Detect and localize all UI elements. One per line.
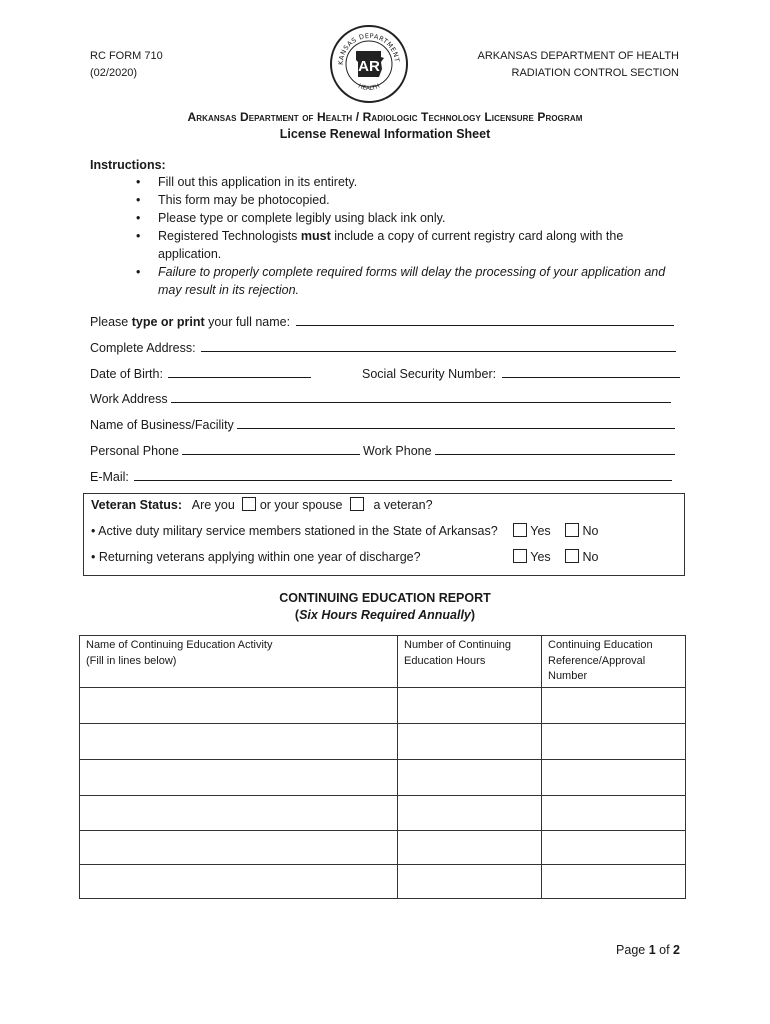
ce-activity-cell[interactable] <box>80 830 398 864</box>
personal-phone-field[interactable] <box>182 441 360 455</box>
ce-col-reference: Continuing Education Reference/Approval Number <box>542 636 686 688</box>
program-title <box>0 110 770 124</box>
ce-reference-cell[interactable] <box>542 830 686 864</box>
section-name: RADIATION CONTROL SECTION <box>511 67 679 79</box>
email-row: E-Mail: <box>90 467 672 486</box>
ce-hours-cell[interactable] <box>398 759 542 795</box>
personal-phone-row: Personal Phone <box>90 441 360 460</box>
page-number: Page 1 of 2 <box>616 943 680 957</box>
address-row: Complete Address: <box>90 338 676 357</box>
ce-reference-cell[interactable] <box>542 687 686 723</box>
active-duty-yes-checkbox[interactable] <box>513 523 527 537</box>
ce-table-row <box>80 759 686 795</box>
ce-table-row <box>80 723 686 759</box>
work-address-field[interactable] <box>171 389 671 403</box>
active-duty-no: No <box>565 522 598 540</box>
ce-report-subtitle: (Six Hours Required Annually) <box>294 608 476 622</box>
ce-reference-cell[interactable] <box>542 723 686 759</box>
ce-activity-cell[interactable] <box>80 723 398 759</box>
ce-activity-cell[interactable] <box>80 759 398 795</box>
svg-text:HEALTH <box>357 83 381 93</box>
instruction-item: • Please type or complete legibly using black ink only. <box>136 209 681 227</box>
instruction-item: • Failure to properly complete required forms will delay the processing of your application and may result in its rejection. <box>136 263 681 299</box>
work-address-row: Work Address <box>90 389 671 408</box>
active-duty-question: • Active duty military service members stationed in the State of Arkansas? <box>91 524 498 538</box>
ce-activity-cell[interactable] <box>80 864 398 898</box>
veteran-status-label: Veteran Status: <box>91 498 183 512</box>
active-duty-no-checkbox[interactable] <box>565 523 579 537</box>
ce-report-title: CONTINUING EDUCATION REPORT <box>279 591 491 605</box>
ce-reference-cell[interactable] <box>542 759 686 795</box>
ce-col-activity: Name of Continuing Education Activity (Fill in lines below) <box>80 636 398 688</box>
active-duty-yes: Yes <box>513 522 551 540</box>
full-name-row: Please type or print your full name: <box>90 312 674 331</box>
department-block <box>477 48 679 82</box>
ce-table-row <box>80 864 686 898</box>
dob-field[interactable] <box>168 364 311 378</box>
program-title-text: Arkansas Department of Health / Radiologic Technology Licensure Program <box>187 110 583 124</box>
ce-activity-cell[interactable] <box>80 795 398 830</box>
returning-veteran-question: • Returning veterans applying within one year of discharge? <box>91 550 421 564</box>
instruction-item: • Registered Technologists must include a copy of current registry card along with the application. <box>136 227 681 263</box>
returning-veteran-no-checkbox[interactable] <box>565 549 579 563</box>
returning-veteran-no: No <box>565 548 598 566</box>
returning-veteran-yes: Yes <box>513 548 551 566</box>
ssn-row: Social Security Number: <box>362 364 680 383</box>
ce-table <box>79 635 686 899</box>
address-field[interactable] <box>201 338 676 352</box>
ce-table-row <box>80 830 686 864</box>
ce-col-hours: Number of Continuing Education Hours <box>398 636 542 688</box>
email-field[interactable] <box>134 467 672 481</box>
ce-reference-cell[interactable] <box>542 864 686 898</box>
work-phone-row: Work Phone <box>363 441 675 460</box>
veteran-question: Veteran Status: Are you or your spouse a veteran? <box>91 498 433 512</box>
self-veteran-checkbox[interactable] <box>242 497 256 511</box>
instruction-item: • Fill out this application in its entirety. <box>136 173 681 191</box>
ce-activity-cell[interactable] <box>80 687 398 723</box>
form-date: (02/2020) <box>90 67 138 79</box>
ce-table-header <box>80 636 686 688</box>
returning-veteran-yes-checkbox[interactable] <box>513 549 527 563</box>
business-row: Name of Business/Facility <box>90 415 675 434</box>
dob-row: Date of Birth: <box>90 364 311 383</box>
ce-report-heading <box>0 590 770 624</box>
arkansas-health-seal-logo <box>329 24 409 104</box>
form-number: RC FORM 710 <box>90 50 163 62</box>
spouse-veteran-checkbox[interactable] <box>350 497 364 511</box>
instruction-item: • This form may be photocopied. <box>136 191 681 209</box>
ce-reference-cell[interactable] <box>542 795 686 830</box>
instructions-list <box>136 173 681 299</box>
ce-hours-cell[interactable] <box>398 795 542 830</box>
full-name-field[interactable] <box>296 312 674 326</box>
form-title: License Renewal Information Sheet <box>279 127 491 141</box>
work-phone-field[interactable] <box>435 441 675 455</box>
seal-bottom-text: HEALTH <box>357 82 381 93</box>
department-name: ARKANSAS DEPARTMENT OF HEALTH <box>477 50 679 62</box>
ssn-field[interactable] <box>502 364 680 378</box>
ce-hours-cell[interactable] <box>398 864 542 898</box>
seal-top-text: KANSAS DEPARTMENT <box>336 31 402 66</box>
ce-table-row <box>80 795 686 830</box>
ce-hours-cell[interactable] <box>398 723 542 759</box>
business-field[interactable] <box>237 415 675 429</box>
ce-hours-cell[interactable] <box>398 687 542 723</box>
seal-center-text: AR <box>358 58 380 75</box>
instructions-heading: Instructions: <box>90 158 166 172</box>
ce-hours-cell[interactable] <box>398 830 542 864</box>
form-id-block <box>90 48 163 82</box>
ce-table-row <box>80 687 686 723</box>
